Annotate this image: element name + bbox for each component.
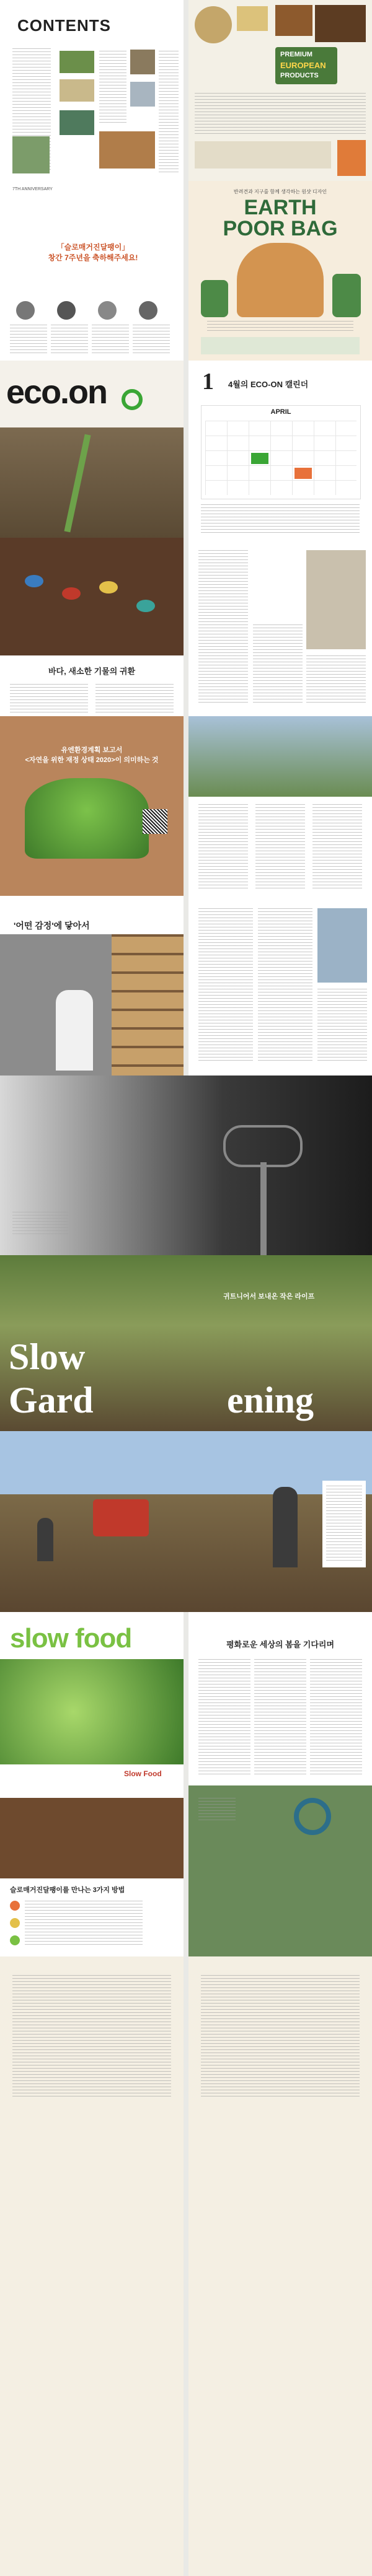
ecoon-page — [0, 361, 184, 538]
closing-text — [12, 1975, 171, 2099]
spread-farming — [0, 1431, 372, 1612]
travel-photo — [0, 934, 184, 1076]
slowfood-page — [0, 1612, 184, 1785]
travel-page — [0, 896, 184, 1076]
spread-glass — [0, 538, 372, 716]
farming-sidebar-text — [326, 1486, 362, 1562]
subscribe-text — [25, 1901, 143, 1945]
portrait-4 — [139, 301, 157, 320]
earth-poor-bag-page — [188, 181, 372, 361]
slowgarden-kicker: 귀트니어서 보내온 작은 라이프 — [223, 1293, 315, 1300]
forest-text-2 — [255, 804, 305, 890]
calendar-mark-1 — [251, 453, 268, 464]
bag-roll-right — [332, 274, 361, 317]
spread-city — [0, 1076, 372, 1255]
food-photo-1 — [195, 6, 232, 43]
portrait-2 — [57, 301, 76, 320]
contents-thumb-4 — [130, 82, 155, 107]
bag-kicker: 반려견과 지구를 함께 생각하는 원샷 디자인 — [233, 189, 327, 195]
tree-model — [25, 778, 149, 859]
bag-title-2: POOR BAG — [223, 217, 338, 240]
slowfood-page-right — [188, 1612, 372, 1785]
contents-thumb-6 — [12, 136, 50, 173]
glass-bead-4 — [136, 600, 155, 612]
restaurant-label — [198, 1798, 236, 1823]
ecoon-garden-photo — [0, 427, 184, 538]
travel-side-photo — [317, 908, 367, 983]
farmer-left — [37, 1518, 53, 1561]
forest-page — [0, 716, 184, 896]
calendar-month: APRIL — [270, 408, 291, 416]
farming-sidebar — [322, 1481, 366, 1567]
bus-handle — [223, 1125, 303, 1167]
ad-info-box — [195, 141, 331, 169]
spread-slow-food — [0, 1612, 372, 1785]
glass-page-right — [188, 538, 372, 716]
person-figure — [56, 990, 93, 1071]
anniv-col-2 — [51, 325, 88, 354]
glass-bead-2 — [62, 587, 81, 600]
subscribe-dot-2 — [10, 1918, 20, 1928]
contents-title: CONTENTS — [17, 16, 111, 35]
forest-report-2: <자연을 위한 재정 상태 2020>이 의미하는 것 — [25, 756, 159, 764]
anniversary-page — [0, 181, 184, 361]
glass-page — [0, 538, 184, 716]
forest-text-3 — [312, 804, 362, 890]
farmer-right — [273, 1487, 298, 1567]
ecoon-o-accent — [122, 389, 143, 410]
contents-text-mid — [99, 51, 126, 125]
spread-closing — [0, 1956, 372, 2576]
calendar-notes — [201, 504, 360, 533]
contents-thumb-3 — [130, 50, 155, 74]
glass-text-1 — [10, 684, 88, 712]
forest-report-1: 유엔환경계획 보고서 — [61, 747, 123, 754]
ad-products-page — [188, 0, 372, 181]
glass-bead-3 — [99, 581, 118, 594]
glass-bead-1 — [25, 575, 43, 587]
slowfood-text-1 — [198, 1659, 250, 1777]
landscape-photo — [188, 716, 372, 797]
glass-text-2 — [95, 684, 174, 712]
badge-line-2: EUROPEAN — [280, 61, 326, 70]
leek-plant — [64, 434, 91, 533]
badge-line-1: PREMIUM — [280, 51, 312, 58]
closing-text-right — [201, 1975, 360, 2099]
slowfood-heading-right: 평화로운 세상의 봄을 기다리며 — [226, 1640, 335, 1649]
subscribe-page — [0, 1785, 184, 1956]
food-photo-3 — [275, 5, 312, 36]
calendar-page — [188, 361, 372, 538]
dog-photo — [237, 243, 324, 317]
spread-subscribe — [0, 1785, 372, 1956]
market-photo — [0, 1798, 184, 1878]
spread-contents — [0, 0, 372, 181]
lettuce-photo — [0, 1659, 184, 1764]
contents-thumb-7 — [99, 131, 155, 169]
anniversary-heading: 「슬로매거진달팽이」 창간 7주년을 축하해주세요! — [48, 243, 138, 262]
closing-page — [0, 1956, 184, 2576]
ad-product-box — [337, 140, 366, 176]
slowgarden-word-ening: ening — [227, 1380, 314, 1421]
portrait-1 — [16, 301, 35, 320]
closing-page-right — [188, 1956, 372, 2576]
glass-right-text-2 — [253, 624, 303, 705]
street-pole — [260, 1162, 267, 1255]
anniv-col-1 — [10, 325, 47, 354]
slowfood-text-3 — [310, 1659, 362, 1777]
subscribe-dot-3 — [10, 1935, 20, 1945]
spread-travel — [0, 896, 372, 1076]
issue-number: 1 — [202, 369, 214, 395]
ad-body-text — [195, 93, 366, 136]
calendar — [201, 405, 361, 499]
bookshelf — [112, 934, 184, 1076]
spread-anniversary — [0, 181, 372, 361]
bag-desc — [207, 321, 353, 333]
food-photo-4 — [315, 5, 366, 42]
subscribe-dot-1 — [10, 1901, 20, 1911]
contents-thumb-5 — [60, 110, 94, 135]
bag-info-bar — [201, 337, 360, 354]
glass-heading: 바다, 새소한 기물의 귀환 — [48, 667, 136, 676]
glass-right-text-3 — [306, 655, 366, 705]
food-photo-2 — [237, 6, 268, 31]
calendar-grid — [205, 421, 356, 495]
travel-text-2 — [258, 908, 312, 1063]
spread-slow-gardening — [0, 1255, 372, 1431]
tractor — [93, 1499, 149, 1536]
anniv-col-3 — [92, 325, 129, 354]
travel-text-3 — [317, 989, 367, 1063]
contents-page — [0, 0, 184, 181]
slowfood-logo: Slow Food — [124, 1769, 162, 1778]
forest-page-right — [188, 716, 372, 896]
badge-line-3: PRODUCTS — [280, 72, 319, 79]
forest-text-1 — [198, 804, 248, 890]
city-caption — [12, 1212, 68, 1237]
slowgarden-word-gard: Gard — [9, 1380, 94, 1421]
ecoon-masthead: eco.on — [6, 374, 107, 411]
bag-title-1: EARTH — [244, 196, 317, 219]
glass-photo — [0, 538, 184, 655]
calendar-mark-2 — [294, 468, 312, 479]
anniversary-label: 7TH ANNIVERSARY — [12, 187, 53, 191]
glass-right-text-1 — [198, 550, 248, 705]
spread-forest — [0, 716, 372, 896]
subscribe-heading: 슬로매거진달팽이를 만나는 3가지 방법 — [10, 1886, 125, 1894]
calendar-title: 4월의 ECO-ON 캘린더 — [228, 380, 309, 389]
farming-page — [0, 1431, 372, 1612]
contents-text-right — [159, 51, 179, 175]
travel-page-right — [188, 896, 372, 1076]
travel-text-1 — [198, 908, 253, 1063]
spread-ecoon — [0, 361, 372, 538]
premium-badge — [275, 47, 337, 84]
thread-photo — [306, 550, 366, 649]
contents-thumb-1 — [60, 51, 94, 73]
bag-roll-left — [201, 280, 228, 317]
slowgarden-word-slow: Slow — [9, 1336, 86, 1377]
slowfood-masthead: slow food — [10, 1623, 132, 1654]
qr-code — [143, 809, 167, 834]
travel-heading: '어떤 감정'에 닿아서 — [14, 921, 90, 931]
restaurant-sign — [294, 1798, 331, 1835]
contents-thumb-2 — [60, 79, 94, 102]
portrait-3 — [98, 301, 117, 320]
slowfood-text-2 — [254, 1659, 306, 1777]
anniv-col-4 — [133, 325, 170, 354]
restaurant-page — [188, 1785, 372, 1956]
